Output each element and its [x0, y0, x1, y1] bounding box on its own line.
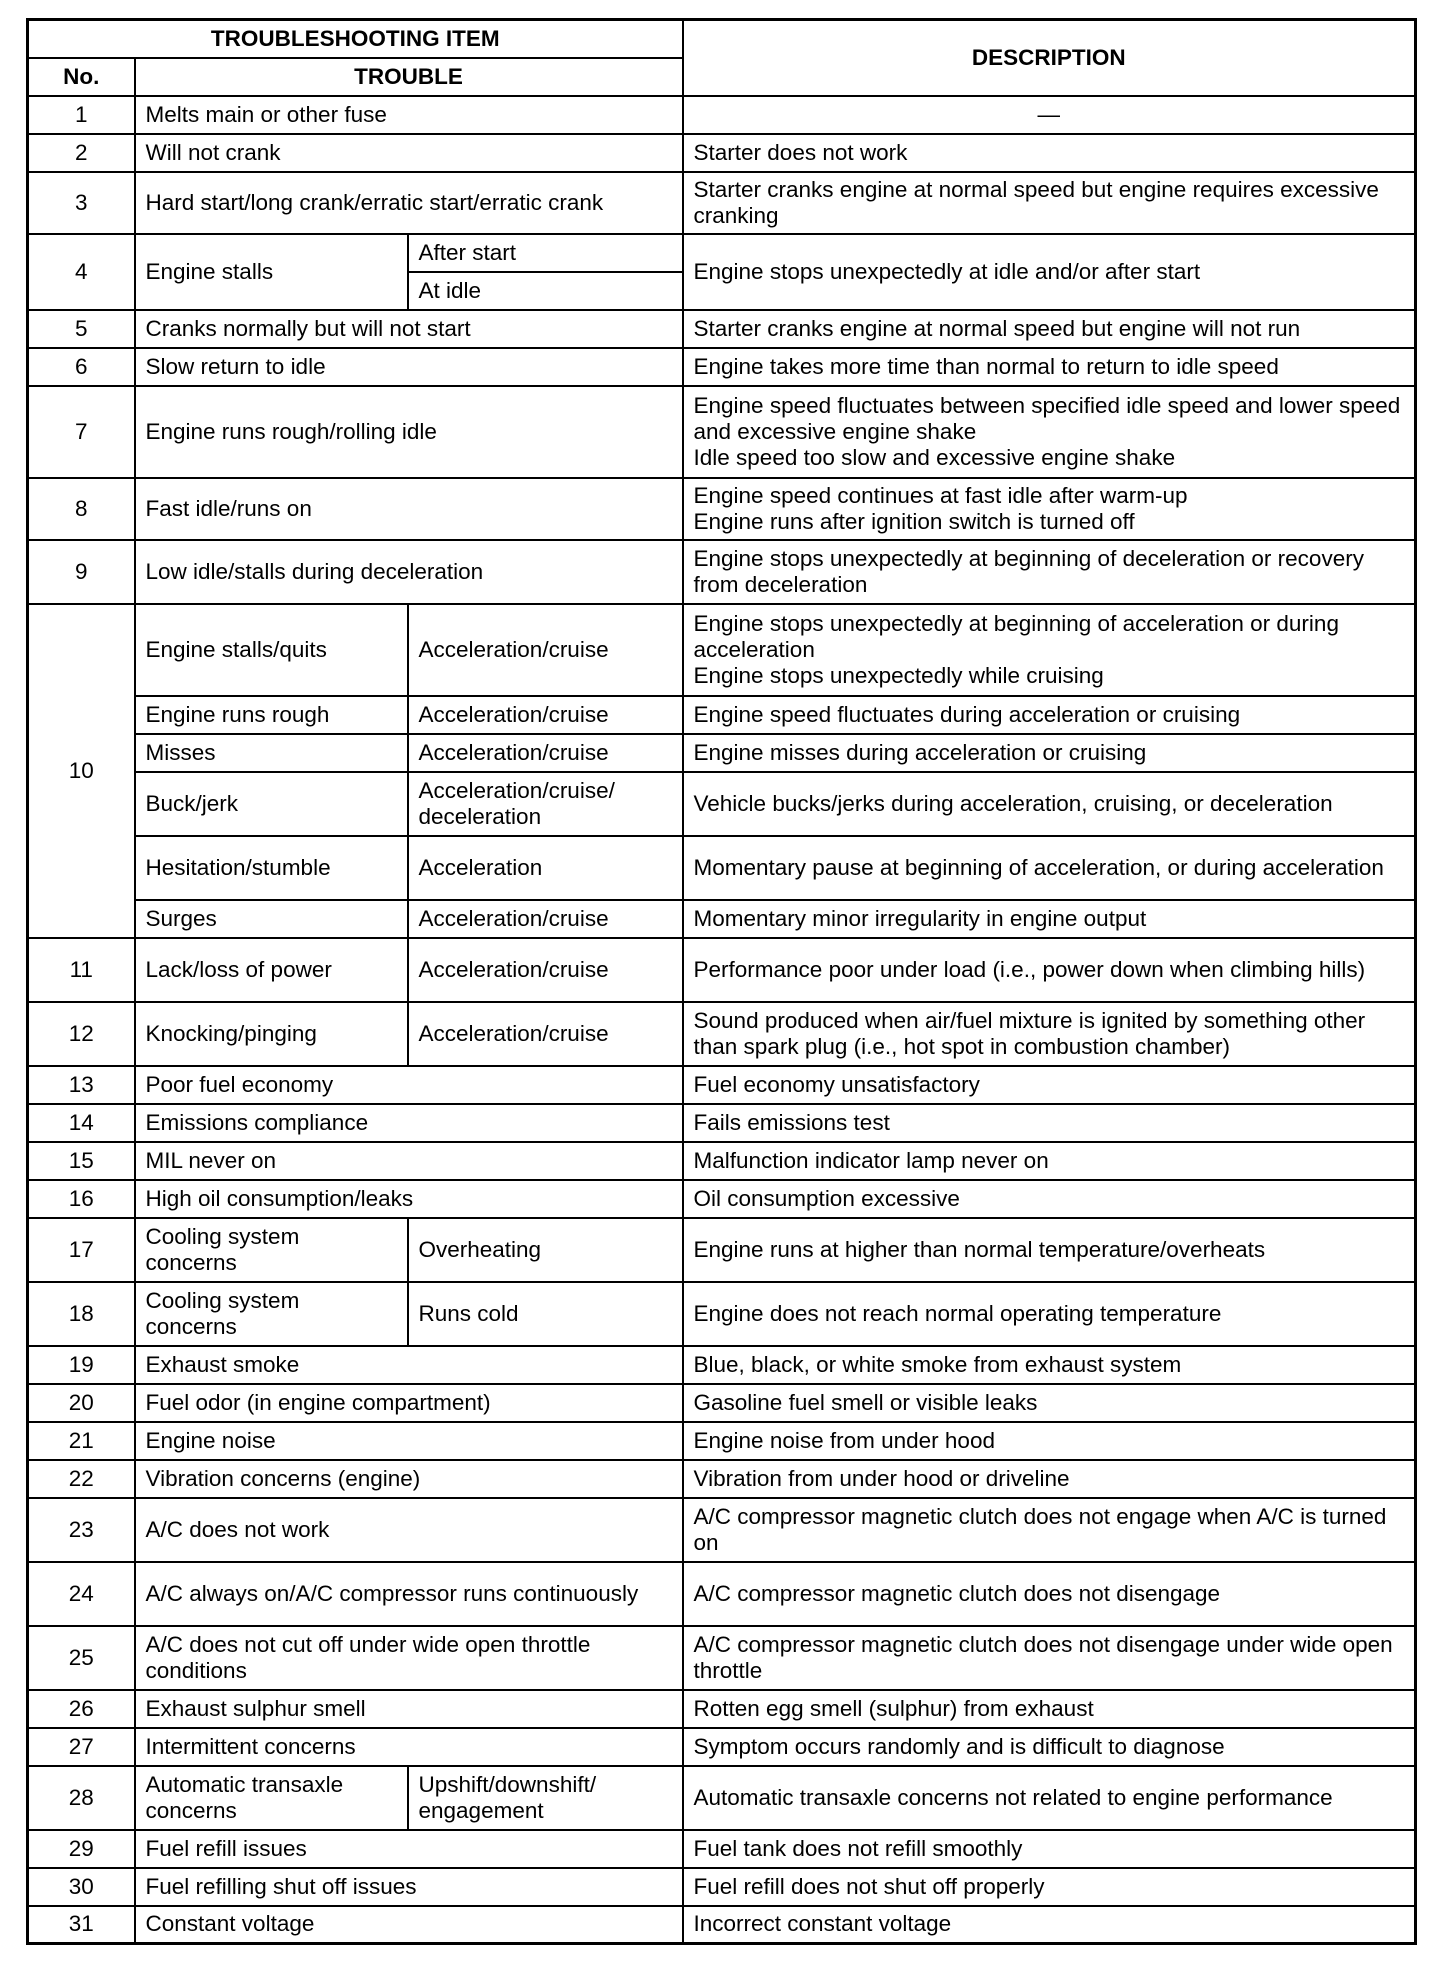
trouble-cell: Cooling system concerns	[135, 1218, 408, 1282]
trouble-cell: Automatic transaxle concerns	[135, 1766, 408, 1830]
table-row	[28, 1384, 1416, 1422]
description-cell: Symptom occurs randomly and is difficult to diagnose	[683, 1728, 1416, 1766]
troubleshooting-item-header: TROUBLESHOOTING ITEM	[28, 20, 683, 58]
row-number: 21	[28, 1422, 135, 1460]
table-row	[28, 1460, 1416, 1498]
description-cell: Engine speed fluctuates during acceleration or cruising	[683, 696, 1416, 734]
row-number: 20	[28, 1384, 135, 1422]
table-row	[28, 1142, 1416, 1180]
trouble-cell: Engine stalls	[135, 234, 408, 310]
number-header: No.	[28, 58, 135, 96]
condition-cell: Acceleration/cruise	[408, 900, 683, 938]
trouble-cell: Exhaust smoke	[135, 1346, 683, 1384]
trouble-cell: Low idle/stalls during deceleration	[135, 540, 683, 604]
trouble-cell: Cranks normally but will not start	[135, 310, 683, 348]
row-number: 2	[28, 134, 135, 172]
table-body	[28, 96, 1416, 1944]
condition-cell: Acceleration/cruise	[408, 734, 683, 772]
row-number: 18	[28, 1282, 135, 1346]
table-row	[28, 1180, 1416, 1218]
condition-cell: At idle	[408, 272, 683, 310]
trouble-cell: Hard start/long crank/erratic start/erratic crank	[135, 172, 683, 234]
description-cell: Rotten egg smell (sulphur) from exhaust	[683, 1690, 1416, 1728]
trouble-cell: Engine noise	[135, 1422, 683, 1460]
table-row	[28, 1868, 1416, 1906]
description-cell: Fails emissions test	[683, 1104, 1416, 1142]
table-row	[28, 310, 1416, 348]
description-cell: Malfunction indicator lamp never on	[683, 1142, 1416, 1180]
row-number: 22	[28, 1460, 135, 1498]
condition-cell: Acceleration/cruise/ deceleration	[408, 772, 683, 836]
description-cell: Fuel economy unsatisfactory	[683, 1066, 1416, 1104]
trouble-cell: Poor fuel economy	[135, 1066, 683, 1104]
row-number: 3	[28, 172, 135, 234]
description-cell: Engine speed fluctuates between specified idle speed and lower speed and excessive engine shake Idle speed too slow and excessive engine shake	[683, 386, 1416, 478]
trouble-cell: Emissions compliance	[135, 1104, 683, 1142]
description-cell: Sound produced when air/fuel mixture is ignited by something other than spark plug (i.e., hot spot in combustion chamber)	[683, 1002, 1416, 1066]
description-cell: A/C compressor magnetic clutch does not engage when A/C is turned on	[683, 1498, 1416, 1562]
table-row	[28, 604, 1416, 696]
row-number: 11	[28, 938, 135, 1002]
row-number: 9	[28, 540, 135, 604]
table-row	[28, 1218, 1416, 1282]
description-cell: Engine noise from under hood	[683, 1422, 1416, 1460]
row-number: 25	[28, 1626, 135, 1690]
table-row	[28, 1282, 1416, 1346]
description-cell: Fuel tank does not refill smoothly	[683, 1830, 1416, 1868]
table-row	[28, 1906, 1416, 1944]
row-number: 29	[28, 1830, 135, 1868]
table-row	[28, 348, 1416, 386]
table-row	[28, 734, 1416, 772]
trouble-cell: Vibration concerns (engine)	[135, 1460, 683, 1498]
table-row	[28, 1626, 1416, 1690]
row-number: 31	[28, 1906, 135, 1944]
table-row	[28, 234, 1416, 272]
table-row	[28, 1346, 1416, 1384]
description-cell: Momentary pause at beginning of acceleration, or during acceleration	[683, 836, 1416, 900]
description-cell: Automatic transaxle concerns not related to engine performance	[683, 1766, 1416, 1830]
row-number: 19	[28, 1346, 135, 1384]
trouble-cell: Engine runs rough/rolling idle	[135, 386, 683, 478]
table-row	[28, 96, 1416, 134]
trouble-cell: Surges	[135, 900, 408, 938]
table-row	[28, 1422, 1416, 1460]
condition-cell: After start	[408, 234, 683, 272]
description-cell: Engine does not reach normal operating temperature	[683, 1282, 1416, 1346]
condition-cell: Acceleration/cruise	[408, 938, 683, 1002]
description-cell: Incorrect constant voltage	[683, 1906, 1416, 1944]
description-cell: Engine speed continues at fast idle after warm-up Engine runs after ignition switch is turned off	[683, 478, 1416, 540]
trouble-cell: Fuel refill issues	[135, 1830, 683, 1868]
row-number: 17	[28, 1218, 135, 1282]
description-cell: Vibration from under hood or driveline	[683, 1460, 1416, 1498]
description-cell: Engine stops unexpectedly at beginning of acceleration or during acceleration Engine stops unexpectedly while cruising	[683, 604, 1416, 696]
trouble-cell: Engine stalls/quits	[135, 604, 408, 696]
trouble-header: TROUBLE	[135, 58, 683, 96]
row-number: 23	[28, 1498, 135, 1562]
trouble-cell: Fuel refilling shut off issues	[135, 1868, 683, 1906]
trouble-cell: Intermittent concerns	[135, 1728, 683, 1766]
table-row	[28, 1562, 1416, 1626]
description-cell: Vehicle bucks/jerks during acceleration, cruising, or deceleration	[683, 772, 1416, 836]
row-number: 10	[28, 604, 135, 938]
description-cell: Engine stops unexpectedly at beginning of deceleration or recovery from deceleration	[683, 540, 1416, 604]
condition-cell: Upshift/downshift/ engagement	[408, 1766, 683, 1830]
table-row	[28, 134, 1416, 172]
row-number: 26	[28, 1690, 135, 1728]
description-cell: A/C compressor magnetic clutch does not disengage under wide open throttle	[683, 1626, 1416, 1690]
trouble-cell: Slow return to idle	[135, 348, 683, 386]
description-cell: Oil consumption excessive	[683, 1180, 1416, 1218]
row-number: 12	[28, 1002, 135, 1066]
table-row	[28, 836, 1416, 900]
trouble-cell: A/C does not cut off under wide open throttle conditions	[135, 1626, 683, 1690]
table-row	[28, 1766, 1416, 1830]
troubleshooting-document	[26, 18, 1414, 1945]
condition-cell: Acceleration/cruise	[408, 696, 683, 734]
description-cell: Momentary minor irregularity in engine output	[683, 900, 1416, 938]
row-number: 28	[28, 1766, 135, 1830]
table-row	[28, 900, 1416, 938]
description-cell: Engine misses during acceleration or cruising	[683, 734, 1416, 772]
description-cell: Blue, black, or white smoke from exhaust system	[683, 1346, 1416, 1384]
trouble-cell: MIL never on	[135, 1142, 683, 1180]
description-header: DESCRIPTION	[683, 20, 1416, 96]
description-cell: Starter cranks engine at normal speed but engine will not run	[683, 310, 1416, 348]
table-row	[28, 938, 1416, 1002]
description-cell: Starter does not work	[683, 134, 1416, 172]
row-number: 27	[28, 1728, 135, 1766]
table-header	[28, 20, 1416, 96]
trouble-cell: High oil consumption/leaks	[135, 1180, 683, 1218]
trouble-cell: Constant voltage	[135, 1906, 683, 1944]
table-row	[28, 1066, 1416, 1104]
condition-cell: Acceleration/cruise	[408, 1002, 683, 1066]
trouble-cell: Will not crank	[135, 134, 683, 172]
row-number: 7	[28, 386, 135, 478]
row-number: 5	[28, 310, 135, 348]
description-cell: Gasoline fuel smell or visible leaks	[683, 1384, 1416, 1422]
row-number: 15	[28, 1142, 135, 1180]
row-number: 30	[28, 1868, 135, 1906]
table-row	[28, 172, 1416, 234]
trouble-cell: Buck/jerk	[135, 772, 408, 836]
trouble-cell: Lack/loss of power	[135, 938, 408, 1002]
row-number: 13	[28, 1066, 135, 1104]
row-number: 14	[28, 1104, 135, 1142]
condition-cell: Overheating	[408, 1218, 683, 1282]
trouble-cell: Misses	[135, 734, 408, 772]
table-row	[28, 1830, 1416, 1868]
condition-cell: Acceleration/cruise	[408, 604, 683, 696]
trouble-cell: Exhaust sulphur smell	[135, 1690, 683, 1728]
description-cell: —	[683, 96, 1416, 134]
trouble-cell: Cooling system concerns	[135, 1282, 408, 1346]
trouble-cell: A/C does not work	[135, 1498, 683, 1562]
row-number: 1	[28, 96, 135, 134]
trouble-cell: A/C always on/A/C compressor runs continuously	[135, 1562, 683, 1626]
description-cell: Engine stops unexpectedly at idle and/or after start	[683, 234, 1416, 310]
condition-cell: Acceleration	[408, 836, 683, 900]
table-row	[28, 540, 1416, 604]
table-row	[28, 1498, 1416, 1562]
table-row	[28, 1690, 1416, 1728]
troubleshooting-table	[26, 18, 1417, 1945]
trouble-cell: Hesitation/stumble	[135, 836, 408, 900]
row-number: 6	[28, 348, 135, 386]
description-cell: Engine takes more time than normal to return to idle speed	[683, 348, 1416, 386]
trouble-cell: Engine runs rough	[135, 696, 408, 734]
description-cell: A/C compressor magnetic clutch does not disengage	[683, 1562, 1416, 1626]
trouble-cell: Melts main or other fuse	[135, 96, 683, 134]
trouble-cell: Fuel odor (in engine compartment)	[135, 1384, 683, 1422]
description-cell: Performance poor under load (i.e., power down when climbing hills)	[683, 938, 1416, 1002]
table-row	[28, 1002, 1416, 1066]
condition-cell: Runs cold	[408, 1282, 683, 1346]
table-row	[28, 1728, 1416, 1766]
table-row	[28, 478, 1416, 540]
row-number: 24	[28, 1562, 135, 1626]
table-row	[28, 696, 1416, 734]
description-cell: Starter cranks engine at normal speed but engine requires excessive cranking	[683, 172, 1416, 234]
row-number: 8	[28, 478, 135, 540]
description-cell: Fuel refill does not shut off properly	[683, 1868, 1416, 1906]
description-cell: Engine runs at higher than normal temperature/overheats	[683, 1218, 1416, 1282]
trouble-cell: Knocking/pinging	[135, 1002, 408, 1066]
table-row	[28, 1104, 1416, 1142]
row-number: 16	[28, 1180, 135, 1218]
row-number: 4	[28, 234, 135, 310]
table-row	[28, 386, 1416, 478]
trouble-cell: Fast idle/runs on	[135, 478, 683, 540]
table-row	[28, 772, 1416, 836]
